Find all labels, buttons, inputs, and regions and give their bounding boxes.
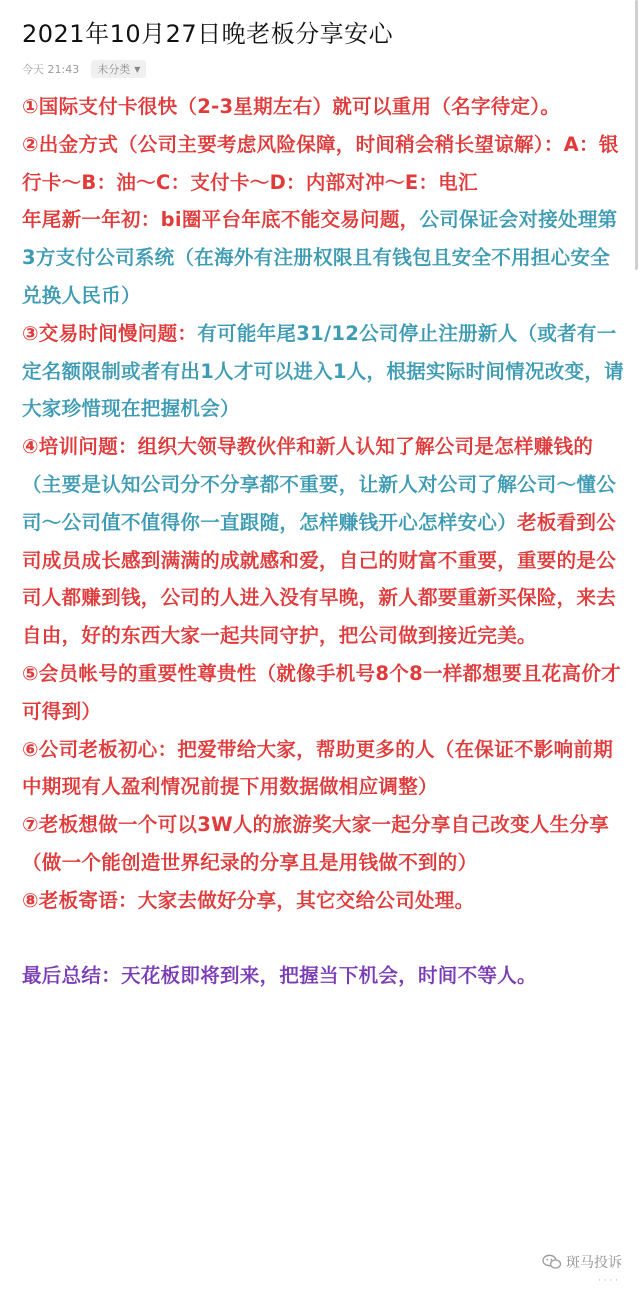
watermark (542, 1252, 622, 1272)
note-title: 2021年10月27日晚老板分享安心 (22, 20, 394, 48)
scrollbar[interactable] (635, 0, 638, 270)
paragraph-3 (22, 201, 624, 314)
note-time: 今天 21:43 (22, 63, 80, 76)
paragraph-5-red-1: ④培训问题：组织大领导教伙伴和新人认知了解公司是怎样赚钱的 (22, 435, 594, 459)
paragraph-5-teal: （主要是认知公司分不分享都不重要，让新人对公司了解公司～懂公司～公司值不值得你一直跟随，怎样赚钱开心怎样安心） (22, 472, 617, 534)
watermark-sub: · · · · (597, 1276, 618, 1286)
wechat-icon (542, 1254, 562, 1270)
category-label: 未分类 (97, 63, 131, 76)
paragraph-5 (22, 428, 624, 655)
blank-line (22, 920, 624, 958)
paragraph-5-red-2: 老板看到公司成员成长感到满满的成就感和爱，自己的财富不重要，重要的是公司人都赚到钱，公司的人进入没有早晚，新人都要重新买保险，来去自由，好的东西大家一起共同守护，把公司做到接近完美。 (22, 510, 617, 648)
summary: 最后总结：天花板即将到来，把握当下机会，时间不等人。 (22, 964, 537, 988)
paragraph-3-red: 年尾新一年初：bi圈平台年底不能交易问题， (22, 208, 420, 232)
watermark-text: 斑马投诉 (566, 1255, 622, 1271)
caret-down-icon: ▼ (134, 64, 141, 74)
paragraph-6: ⑤会员帐号的重要性尊贵性（就像手机号8个8一样都想要且花高价才可得到） (22, 661, 621, 723)
paragraph-9: ⑧老板寄语：大家去做好分享，其它交给公司处理。 (22, 888, 475, 912)
paragraph-4-red: ③交易时间慢问题： (22, 321, 198, 345)
paragraph-7: ⑥公司老板初心：把爱带给大家，帮助更多的人（在保证不影响前期中期现有人盈利情况前提下用数据做相应调整） (22, 737, 614, 799)
paragraph-8: ⑦老板想做一个可以3W人的旅游奖大家一起分享自己改变人生分享（做一个能创造世界纪录的分享且是用钱做不到的） (22, 813, 610, 874)
note-meta (22, 60, 146, 78)
paragraph-4 (22, 315, 624, 428)
paragraph-1: ①国际支付卡很快（2-3星期左右）就可以重用（名字待定）。 (22, 95, 561, 118)
paragraph-2: ②出金方式（公司主要考虑风险保障，时间稍会稍长望谅解）：A：银行卡～B：油～C：支付卡～D：内部对冲～E：电汇 (22, 132, 619, 194)
category-select[interactable] (91, 60, 146, 78)
paragraph-4-teal: 有可能年尾31/12公司停止注册新人（或者有一定名额限制或者有出1人才可以进入1人，根据实际时间情况改变，请大家珍惜现在把握机会） (22, 321, 624, 421)
note-content (22, 88, 624, 995)
paragraph-3-teal: 公司保证会对接处理第3方支付公司系统（在海外有注册权限且有钱包且安全不用担心安全兑换人民币） (22, 208, 618, 307)
